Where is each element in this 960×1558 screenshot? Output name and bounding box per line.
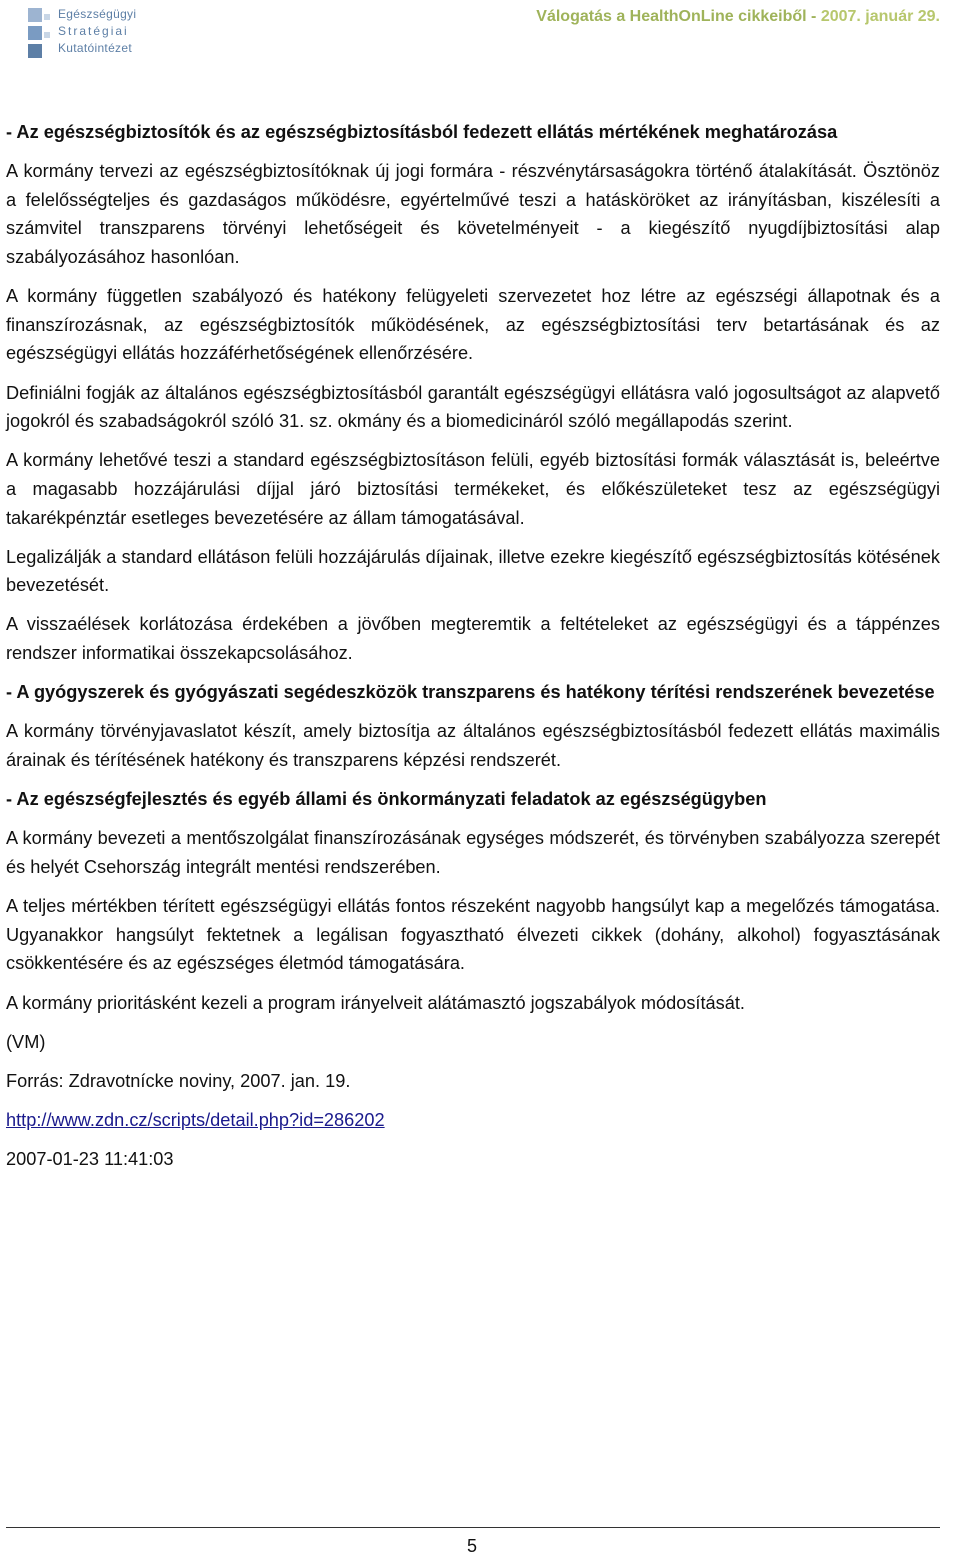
header-title [536,8,940,26]
paragraph: Definiálni fogják az általános egészségbiztosításból garantált egészségügyi ellátásra való jogosultságot az alapvető jogokról és szabadságokról szóló 31. sz. okmány és a biomedicináról szóló megállapodás szerint. [6,382,940,432]
paragraph: A kormány tervezi az egészségbiztosítóknak új jogi formára - részvénytársaságokra történő átalakítását. Ösztönöz a felelősségteljes és gazdaságos működésre, egyértelművé teszi a hatásköröket az irányításban, kiszélesíti a számvitel transzparens törvényi lehetőségeit és követelményeit - a kiegészítő nyugdíjbiztosítási alap szabályozásához hasonlóan. [6,161,940,267]
page-header [0,0,960,68]
paragraph: A kormány lehetővé teszi a standard egészségbiztosításon felüli, egyéb biztosítási formák választását is, beleértve a magasabb hozzájárulási díjjal járó biztosítási termékeket, és előkészületeket tesz az egészségügyi takarékpénztár esetleges bevezetésére az állam támogatásával. [6,450,940,528]
logo-line-3: Kutatóintézet [58,41,132,55]
section-heading: - Az egészségfejlesztés és egyéb állami és önkormányzati feladatok az egészségügyben [6,789,767,810]
header-date: 2007. január 29. [820,8,940,25]
paragraph: A kormány törvényjavaslatot készít, amely biztosítja az általános egészségbiztosításból fedezett ellátás maximális árainak és térítésének hatékony és transzparens képzési rendszerét. [6,721,940,771]
section-heading: - Az egészségbiztosítók és az egészségbiztosításból fedezett ellátás mértékének meghatározása [6,122,838,142]
paragraph: A kormány független szabályozó és hatékony felügyeleti szervezetet hoz létre az egészségi állapotnak és a finanszírozásnak, az egészségbiztosítók működésének, az egészségbiztosítási terv betartásának és az egészségügyi ellátás hozzáférhetőségének ellenőrzésére. [6,286,940,364]
paragraph: A kormány prioritásként kezeli a program irányelveit alátámasztó jogszabályok módosítását. [6,992,745,1013]
footer-divider [6,1527,940,1528]
logo-line-2: Stratégiai [58,24,129,38]
article-body [6,118,940,1185]
section-heading: - A gyógyszerek és gyógyászati segédeszközök transzparens és hatékony térítési rendszerének bevezetése [6,682,935,703]
institute-logo [28,4,138,64]
timestamp: 2007-01-23 11:41:03 [6,1149,174,1170]
source-line: Forrás: Zdravotnícke noviny, 2007. jan. 19. [6,1070,351,1091]
page-number: 5 [466,1536,477,1556]
logo-mark-icon [28,8,50,60]
logo-line-1: Egészségügyi [58,7,137,21]
paragraph: Legalizálják a standard ellátáson felüli hozzájárulás díjainak, illetve ezekre kiegészítő egészségbiztosítás kötésének bevezetését. [6,546,940,596]
paragraph: A visszaélések korlátozása érdekében a jövőben megteremtik a feltételeket az egészségügyi és a táppénzes rendszer informatikai összekapcsolásához. [6,614,940,664]
header-title-text: Válogatás a HealthOnLine cikkeiből - [536,8,821,25]
logo-text [58,6,136,57]
author-initials: (VM) [6,1031,46,1052]
paragraph: A kormány bevezeti a mentőszolgálat finanszírozásának egységes módszerét, és törvényben szabályozza szerepét és helyét Csehország integrált mentési rendszerében. [6,828,940,877]
source-link[interactable]: http://www.zdn.cz/scripts/detail.php?id=286202 [6,1110,385,1131]
paragraph: A teljes mértékben térített egészségügyi ellátás fontos részeként nagyobb hangsúlyt kap a megelőzés támogatása. Ugyanakkor hangsúlyt fektetnek a legálisan fogyasztható élvezeti cikkek (dohány, alkohol) fogyasztásának csökkentésére és az egészséges életmód támogatására. [6,896,940,974]
